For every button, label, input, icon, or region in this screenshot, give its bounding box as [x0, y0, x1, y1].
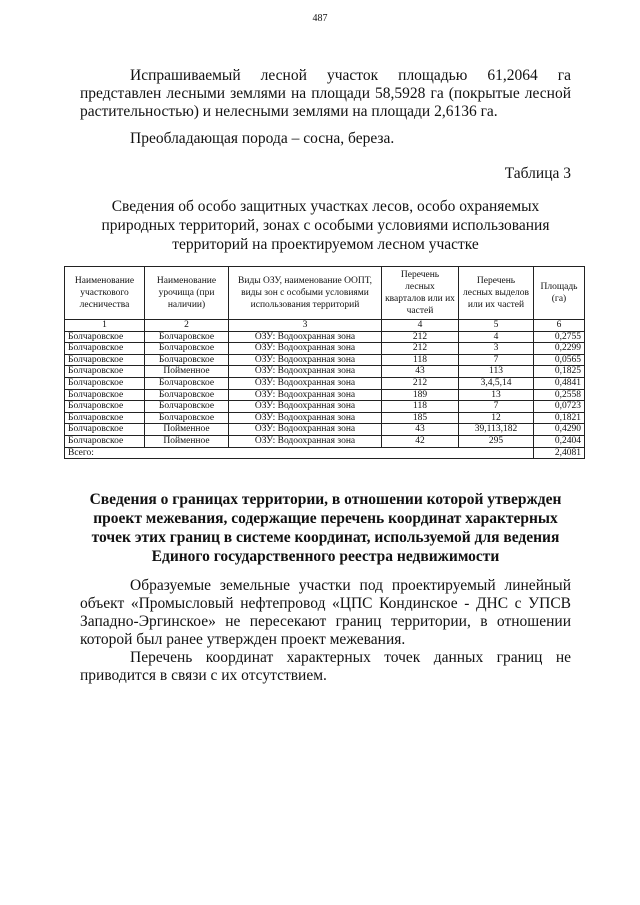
- cell-forestry: Болчаровское: [65, 435, 145, 447]
- table-row: [65, 424, 585, 436]
- protected-areas-table: [64, 266, 585, 459]
- closing-paragraph-intersection: Образуемые земельные участки под проектируемый линейный объект «Промысловый нефтепровод «ЦПС Кондинское - ДНС с УПСВ Западно-Эргинское» не пересекают границ территории, в отношении которой был ранее утвержден проект межевания.: [80, 577, 571, 648]
- cell-zone: ОЗУ: Водоохранная зона: [229, 343, 382, 355]
- cell-area: 0,1821: [534, 412, 585, 424]
- total-label: Всего:: [65, 447, 534, 459]
- column-number: 3: [229, 320, 382, 332]
- cell-quarter: 212: [382, 377, 459, 389]
- column-number: 5: [459, 320, 534, 332]
- cell-zone: ОЗУ: Водоохранная зона: [229, 424, 382, 436]
- header-quarters: Перечень лесных кварталов или их частей: [382, 267, 459, 320]
- table-column-numbers: [65, 320, 585, 332]
- table-caption: Сведения об особо защитных участках лесов, особо охраняемых природных территорий, зонах с особыми условиями использования территорий на проектируемом лесном участке: [101, 198, 550, 253]
- cell-tract: Пойменное: [145, 424, 229, 436]
- column-number: 6: [534, 320, 585, 332]
- cell-quarter: 42: [382, 435, 459, 447]
- cell-section: 12: [459, 412, 534, 424]
- header-zone-types: Виды ОЗУ, наименование ООПТ, виды зон с особыми условиями использования территорий: [229, 267, 382, 320]
- cell-zone: ОЗУ: Водоохранная зона: [229, 389, 382, 401]
- cell-quarter: 185: [382, 412, 459, 424]
- cell-area: 0,0723: [534, 401, 585, 413]
- cell-area: 0,2299: [534, 343, 585, 355]
- cell-area: 0,2404: [534, 435, 585, 447]
- cell-zone: ОЗУ: Водоохранная зона: [229, 366, 382, 378]
- cell-area: 0,2755: [534, 331, 585, 343]
- cell-section: 113: [459, 366, 534, 378]
- column-number: 2: [145, 320, 229, 332]
- table-row: [65, 343, 585, 355]
- cell-forestry: Болчаровское: [65, 377, 145, 389]
- cell-tract: Болчаровское: [145, 389, 229, 401]
- cell-area: 0,4290: [534, 424, 585, 436]
- cell-section: 295: [459, 435, 534, 447]
- table-row: [65, 412, 585, 424]
- cell-section: 3,4,5,14: [459, 377, 534, 389]
- cell-quarter: 43: [382, 366, 459, 378]
- cell-area: 0,4841: [534, 377, 585, 389]
- cell-forestry: Болчаровское: [65, 424, 145, 436]
- cell-forestry: Болчаровское: [65, 366, 145, 378]
- cell-zone: ОЗУ: Водоохранная зона: [229, 354, 382, 366]
- table-total-row: [65, 447, 585, 459]
- cell-quarter: 118: [382, 401, 459, 413]
- cell-tract: Болчаровское: [145, 412, 229, 424]
- intro-paragraph-species: Преобладающая порода – сосна, береза.: [130, 130, 395, 147]
- column-number: 1: [65, 320, 145, 332]
- cell-section: 4: [459, 331, 534, 343]
- cell-quarter: 43: [382, 424, 459, 436]
- cell-area: 0,0565: [534, 354, 585, 366]
- table-row: [65, 366, 585, 378]
- cell-quarter: 212: [382, 343, 459, 355]
- column-number: 4: [382, 320, 459, 332]
- cell-forestry: Болчаровское: [65, 401, 145, 413]
- intro-paragraph-area: Испрашиваемый лесной участок площадью 61,2064 га представлен лесными землями на площади 58,5928 га (покрытые лесной растительностью) и нелесными землями на площади 2,6136 га.: [80, 67, 571, 120]
- cell-section: 7: [459, 354, 534, 366]
- total-area: 2,4081: [534, 447, 585, 459]
- cell-tract: Пойменное: [145, 435, 229, 447]
- section-heading: Сведения о границах территории, в отношении которой утвержден проект межевания, содержащие перечень координат характерных точек этих границ в системе координат, используемой для ведения Единого государственного реестра недвижимости: [89, 491, 562, 565]
- cell-tract: Болчаровское: [145, 377, 229, 389]
- table-row: [65, 354, 585, 366]
- table-label: Таблица 3: [504, 165, 571, 182]
- cell-forestry: Болчаровское: [65, 354, 145, 366]
- table-header-row: [65, 267, 585, 320]
- page-number: 487: [312, 13, 328, 24]
- cell-quarter: 189: [382, 389, 459, 401]
- cell-area: 0,1825: [534, 366, 585, 378]
- cell-section: 7: [459, 401, 534, 413]
- header-tract: Наименование урочища (при наличии): [145, 267, 229, 320]
- cell-section: 3: [459, 343, 534, 355]
- cell-quarter: 118: [382, 354, 459, 366]
- header-area: Площадь (га): [534, 267, 585, 320]
- table-row: [65, 389, 585, 401]
- cell-tract: Болчаровское: [145, 354, 229, 366]
- cell-quarter: 212: [382, 331, 459, 343]
- cell-zone: ОЗУ: Водоохранная зона: [229, 401, 382, 413]
- cell-tract: Болчаровское: [145, 401, 229, 413]
- cell-section: 13: [459, 389, 534, 401]
- cell-zone: ОЗУ: Водоохранная зона: [229, 377, 382, 389]
- table-row: [65, 377, 585, 389]
- table-row: [65, 331, 585, 343]
- table-row: [65, 401, 585, 413]
- cell-tract: Болчаровское: [145, 343, 229, 355]
- cell-forestry: Болчаровское: [65, 412, 145, 424]
- cell-area: 0,2558: [534, 389, 585, 401]
- header-forestry: Наименование участкового лесничества: [65, 267, 145, 320]
- cell-forestry: Болчаровское: [65, 389, 145, 401]
- table-row: [65, 435, 585, 447]
- cell-forestry: Болчаровское: [65, 343, 145, 355]
- cell-forestry: Болчаровское: [65, 331, 145, 343]
- cell-zone: ОЗУ: Водоохранная зона: [229, 412, 382, 424]
- cell-zone: ОЗУ: Водоохранная зона: [229, 435, 382, 447]
- closing-paragraph-coordinates: Перечень координат характерных точек данных границ не приводится в связи с их отсутствием.: [80, 649, 571, 684]
- cell-section: 39,113,182: [459, 424, 534, 436]
- header-sections: Перечень лесных выделов или их частей: [459, 267, 534, 320]
- cell-zone: ОЗУ: Водоохранная зона: [229, 331, 382, 343]
- cell-tract: Пойменное: [145, 366, 229, 378]
- cell-tract: Болчаровское: [145, 331, 229, 343]
